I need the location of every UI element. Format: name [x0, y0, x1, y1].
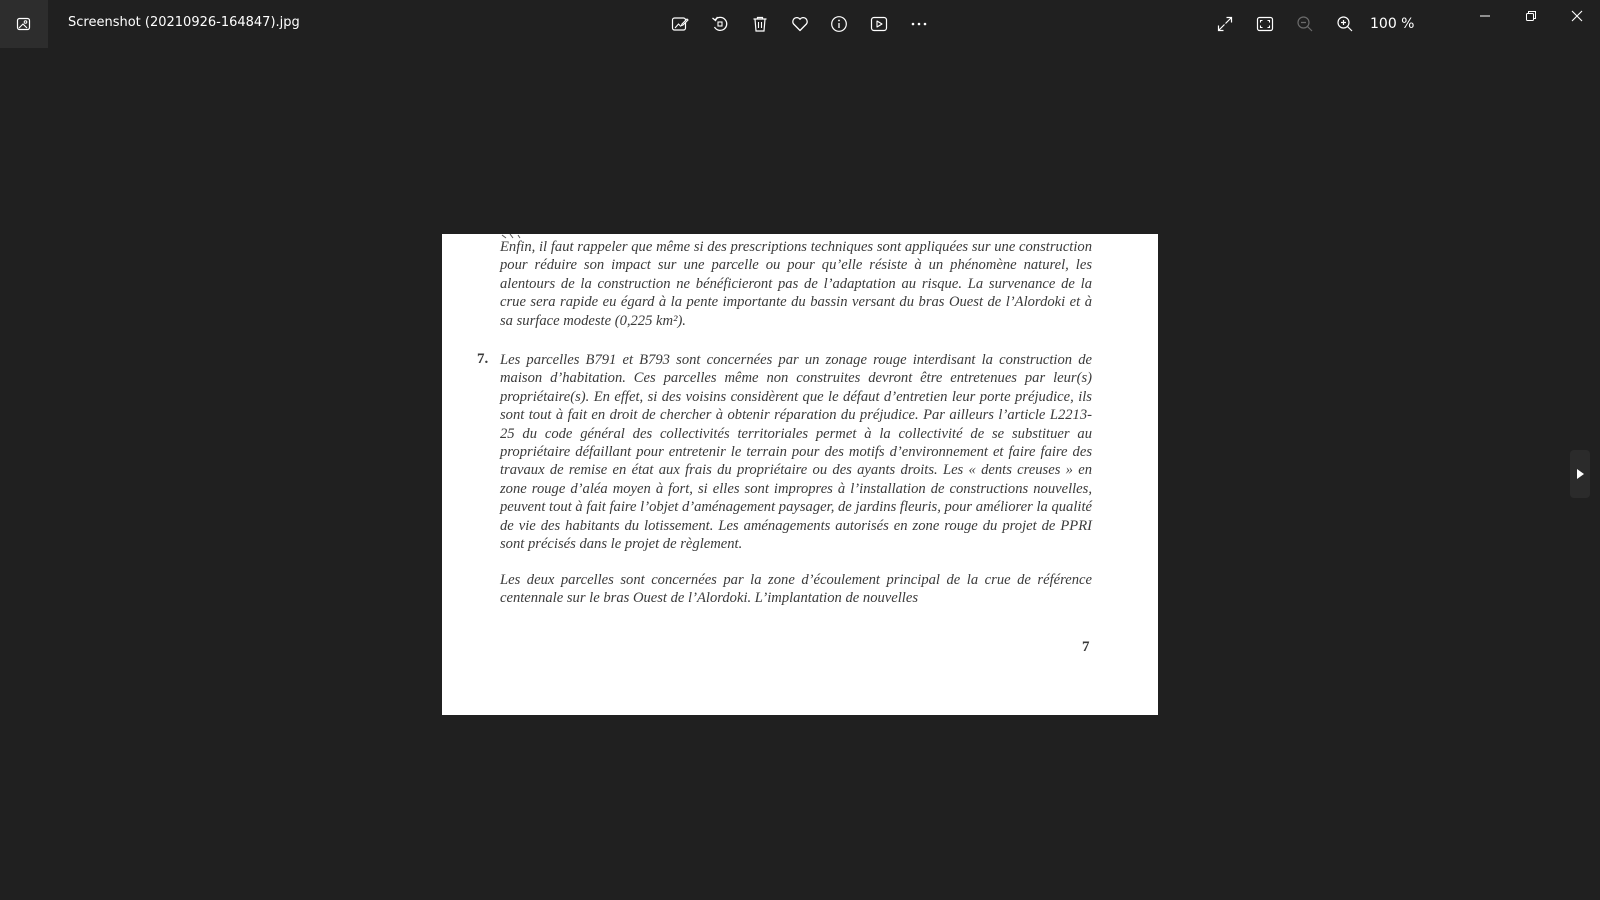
delete-button[interactable] — [744, 8, 776, 40]
heart-icon — [791, 15, 809, 33]
close-button[interactable] — [1554, 0, 1600, 32]
trash-icon — [751, 15, 769, 33]
fullscreen-button[interactable] — [1209, 8, 1241, 40]
more-button[interactable] — [903, 8, 935, 40]
zoom-level[interactable]: 100 % — [1370, 16, 1415, 32]
fit-to-window-icon — [1256, 15, 1274, 33]
edit-image-button[interactable] — [664, 8, 696, 40]
page-number: 7 — [1082, 639, 1090, 655]
info-icon — [830, 15, 848, 33]
zoom-in-button[interactable] — [1329, 8, 1361, 40]
restore-button[interactable] — [1508, 0, 1554, 32]
minimize-button[interactable] — [1462, 0, 1508, 32]
zoom-out-button[interactable] — [1289, 8, 1321, 40]
close-icon — [1571, 10, 1583, 22]
paragraph-parcelles: Les parcelles B791 et B793 sont concernées par un zonage rouge interdisant la construction de maison d’habitation. Ces parcelles même non construites devront être entretenues par leur(s) propriétaire(s). En effet, si des voisins considèrent que le défaut d’entretien leur porte préjudice, ils sont tout à fait en droit de chercher à obtenir réparation du préjudice. Par ailleurs l’article L2213-25 du code général des collectivités territoriales permet à la collectivité de se substituer au propriétaire défaillant pour entretenir le terrain pour des motifs d’environnement et faire faire des travaux de remise en état aux frais du propriétaire ou des ayants droits. Les « dents creuses » en zone rouge d’aléa moyen à fort, si elles sont impropres à l’installation de constructions nouvelles, peuvent tout à fait faire l’objet d’aménagement paysager, de jardins fleuris, pour améliorer la qualité de vie des habitants du lotissement. Les aménagements autorisés en zone rouge du projet de PPRI sont précisés dans le projet de règlement. — [500, 352, 1092, 553]
next-image-button[interactable] — [1570, 450, 1590, 498]
file-info-button[interactable] — [823, 8, 855, 40]
minimize-icon — [1479, 10, 1491, 22]
item-number: 7. — [477, 351, 489, 367]
displayed-image — [442, 234, 1158, 715]
slideshow-button[interactable] — [863, 8, 895, 40]
favorite-button[interactable] — [784, 8, 816, 40]
slideshow-icon — [870, 15, 888, 33]
paragraph-enfin: Enfin, il faut rappeler que même si des prescriptions techniques sont appliquées sur une construction pour réduire son impact sur une parcelle ou pour qu’elle résiste à un phénomène naturel, les alentours de la construction ne bénéficieront pas de l’adaptation au risque. La survenance de la crue sera rapide eu égard à la pente importante du bassin versant du bras Ouest de l’Alordoki et à sa surface modeste (0,225 km²). — [500, 239, 1092, 329]
cropped-text-fragment — [500, 234, 530, 236]
expand-icon — [1216, 15, 1234, 33]
title-bar — [0, 0, 1600, 48]
more-icon — [910, 15, 928, 33]
file-title: Screenshot (20210926-164847).jpg — [68, 15, 300, 30]
next-arrow-icon — [1575, 468, 1585, 480]
rotate-icon — [711, 15, 729, 33]
photos-app-icon[interactable] — [0, 0, 48, 48]
zoom-in-icon — [1336, 15, 1354, 33]
rotate-button[interactable] — [704, 8, 736, 40]
paragraph-deux-parcelles: Les deux parcelles sont concernées par la zone d’écoulement principal de la crue de référence centennale sur le bras Ouest de l’Alordoki. L’implantation de nouvelles — [500, 572, 1092, 607]
restore-icon — [1525, 10, 1537, 22]
zoom-out-icon — [1296, 15, 1314, 33]
edit-image-icon — [671, 15, 689, 33]
fit-to-window-button[interactable] — [1249, 8, 1281, 40]
